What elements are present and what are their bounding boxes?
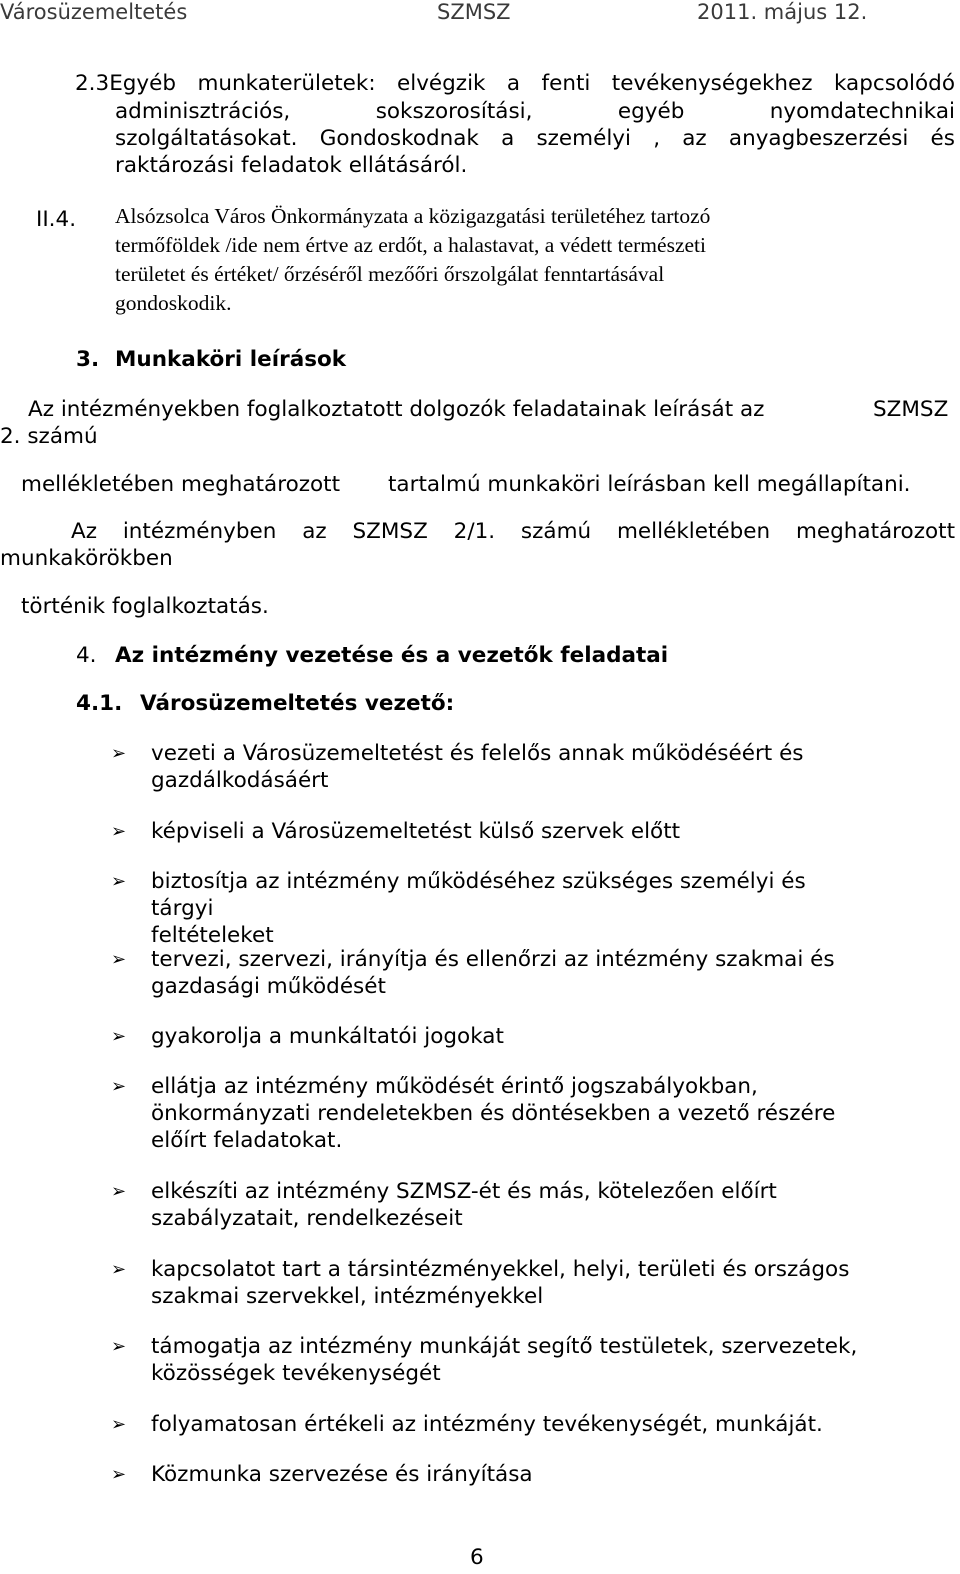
duty-text-line: tervezi, szervezi, irányítja és ellenőrzi az intézmény szakmai és [151, 947, 835, 972]
duty-text-line: gazdálkodásáért [151, 768, 329, 793]
arrowhead-bullet-icon: ➢ [111, 949, 127, 970]
section-2-3-line: adminisztrációs, sokszorosítási, egyéb nyomdatechnikai [115, 99, 955, 124]
page-number: 6 [470, 1545, 484, 1570]
duty-list-item [111, 818, 871, 845]
section-2-3-line: szolgáltatásokat. Gondoskodnak a személyi , az anyagbeszerzési és [115, 126, 955, 151]
section-4-1-number: 4.1. [76, 691, 123, 716]
header-date: 2011. május 12. [697, 0, 868, 24]
section-4-number: 4. [76, 643, 97, 668]
duty-list-item [111, 740, 871, 794]
duty-list-item [111, 1411, 871, 1438]
section-3-para2-text: történik foglalkoztatás. [21, 594, 269, 619]
arrowhead-bullet-icon: ➢ [111, 1026, 127, 1047]
duty-text-line: támogatja az intézmény munkáját segítő testületek, szervezetek, [151, 1334, 858, 1359]
section-3-para2-text: munkakörökben [0, 546, 173, 571]
duty-list-item [111, 1256, 871, 1310]
section-3-para2-text: Az intézményben az SZMSZ 2/1. számú mellékletében meghatározott [71, 519, 955, 544]
duty-list-item [111, 1333, 871, 1387]
duty-text-line: szakmai szervekkel, intézményekkel [151, 1284, 544, 1309]
arrowhead-bullet-icon: ➢ [111, 1181, 127, 1202]
section-ii-4-line: termőföldek /ide nem értve az erdőt, a halastavat, a védett természeti [115, 233, 706, 257]
arrowhead-bullet-icon: ➢ [111, 1076, 127, 1097]
arrowhead-bullet-icon: ➢ [111, 871, 127, 892]
duty-text-line: Közmunka szervezése és irányítása [151, 1462, 533, 1487]
header-left: Városüzemeltetés [0, 0, 188, 24]
duty-text-line: közösségek tevékenységét [151, 1361, 441, 1386]
section-ii-4-number: II.4. [36, 207, 77, 232]
section-3-para1-text: 2. számú [0, 424, 98, 449]
section-3-para1-text: mellékletében meghatározott [21, 472, 341, 497]
section-3-para1-text: tartalmú munkaköri leírásban kell megállapítani. [388, 472, 911, 497]
section-ii-4-line: Alsózsolca Város Önkormányzata a közigazgatási területéhez tartozó [115, 204, 711, 228]
section-2-3-line: 2.3Egyéb munkaterületek: elvégzik a fenti tevékenységekhez kapcsolódó [75, 71, 955, 96]
duty-list-item [111, 1461, 871, 1488]
header-center: SZMSZ [437, 0, 511, 24]
duty-text-line: ellátja az intézmény működését érintő jogszabályokban, [151, 1074, 758, 1099]
section-4-1-title: Városüzemeltetés vezető: [140, 691, 455, 716]
duty-list-item [111, 946, 871, 1000]
section-ii-4-line: gondoskodik. [115, 291, 232, 315]
arrowhead-bullet-icon: ➢ [111, 1414, 127, 1435]
duty-text-line: önkormányzati rendeletekben és döntésekben a vezető részére [151, 1101, 836, 1126]
duty-text-line: feltételeket [151, 923, 274, 948]
duty-text-line: előírt feladatokat. [151, 1128, 343, 1153]
duty-list-item [111, 1178, 871, 1232]
duty-text-line: elkészíti az intézmény SZMSZ-ét és más, kötelezően előírt [151, 1179, 777, 1204]
duty-list-item [111, 1023, 871, 1050]
duty-text-line: gazdasági működését [151, 974, 386, 999]
duty-text-line: gyakorolja a munkáltatói jogokat [151, 1024, 504, 1049]
duty-list-item [111, 868, 871, 949]
duty-text-line: biztosítja az intézmény működéséhez szükséges személyi és tárgyi [151, 869, 806, 921]
section-3-para1-ref: SZMSZ [873, 397, 949, 422]
arrowhead-bullet-icon: ➢ [111, 1259, 127, 1280]
duty-text-line: képviseli a Városüzemeltetést külső szervek előtt [151, 819, 681, 844]
arrowhead-bullet-icon: ➢ [111, 1464, 127, 1485]
section-2-3-line: raktározási feladatok ellátásáról. [115, 153, 468, 178]
section-3-number: 3. [76, 347, 100, 372]
arrowhead-bullet-icon: ➢ [111, 1336, 127, 1357]
duty-text-line: szabályzatait, rendelkezéseit [151, 1206, 463, 1231]
section-ii-4-line: területet és értéket/ őrzéséről mezőőri őrszolgálat fenntartásával [115, 262, 665, 286]
section-3-title: Munkaköri leírások [115, 347, 347, 372]
section-4-title: Az intézmény vezetése és a vezetők feladatai [115, 643, 669, 668]
duty-text-line: kapcsolatot tart a társintézményekkel, helyi, területi és országos [151, 1257, 850, 1282]
arrowhead-bullet-icon: ➢ [111, 743, 127, 764]
duty-text-line: folyamatosan értékeli az intézmény tevékenységét, munkáját. [151, 1412, 823, 1437]
duty-list-item [111, 1073, 871, 1154]
duty-text-line: vezeti a Városüzemeltetést és felelős annak működéséért és [151, 741, 804, 766]
arrowhead-bullet-icon: ➢ [111, 821, 127, 842]
section-3-para1-text: Az intézményekben foglalkoztatott dolgozók feladatainak leírását az [28, 397, 765, 422]
